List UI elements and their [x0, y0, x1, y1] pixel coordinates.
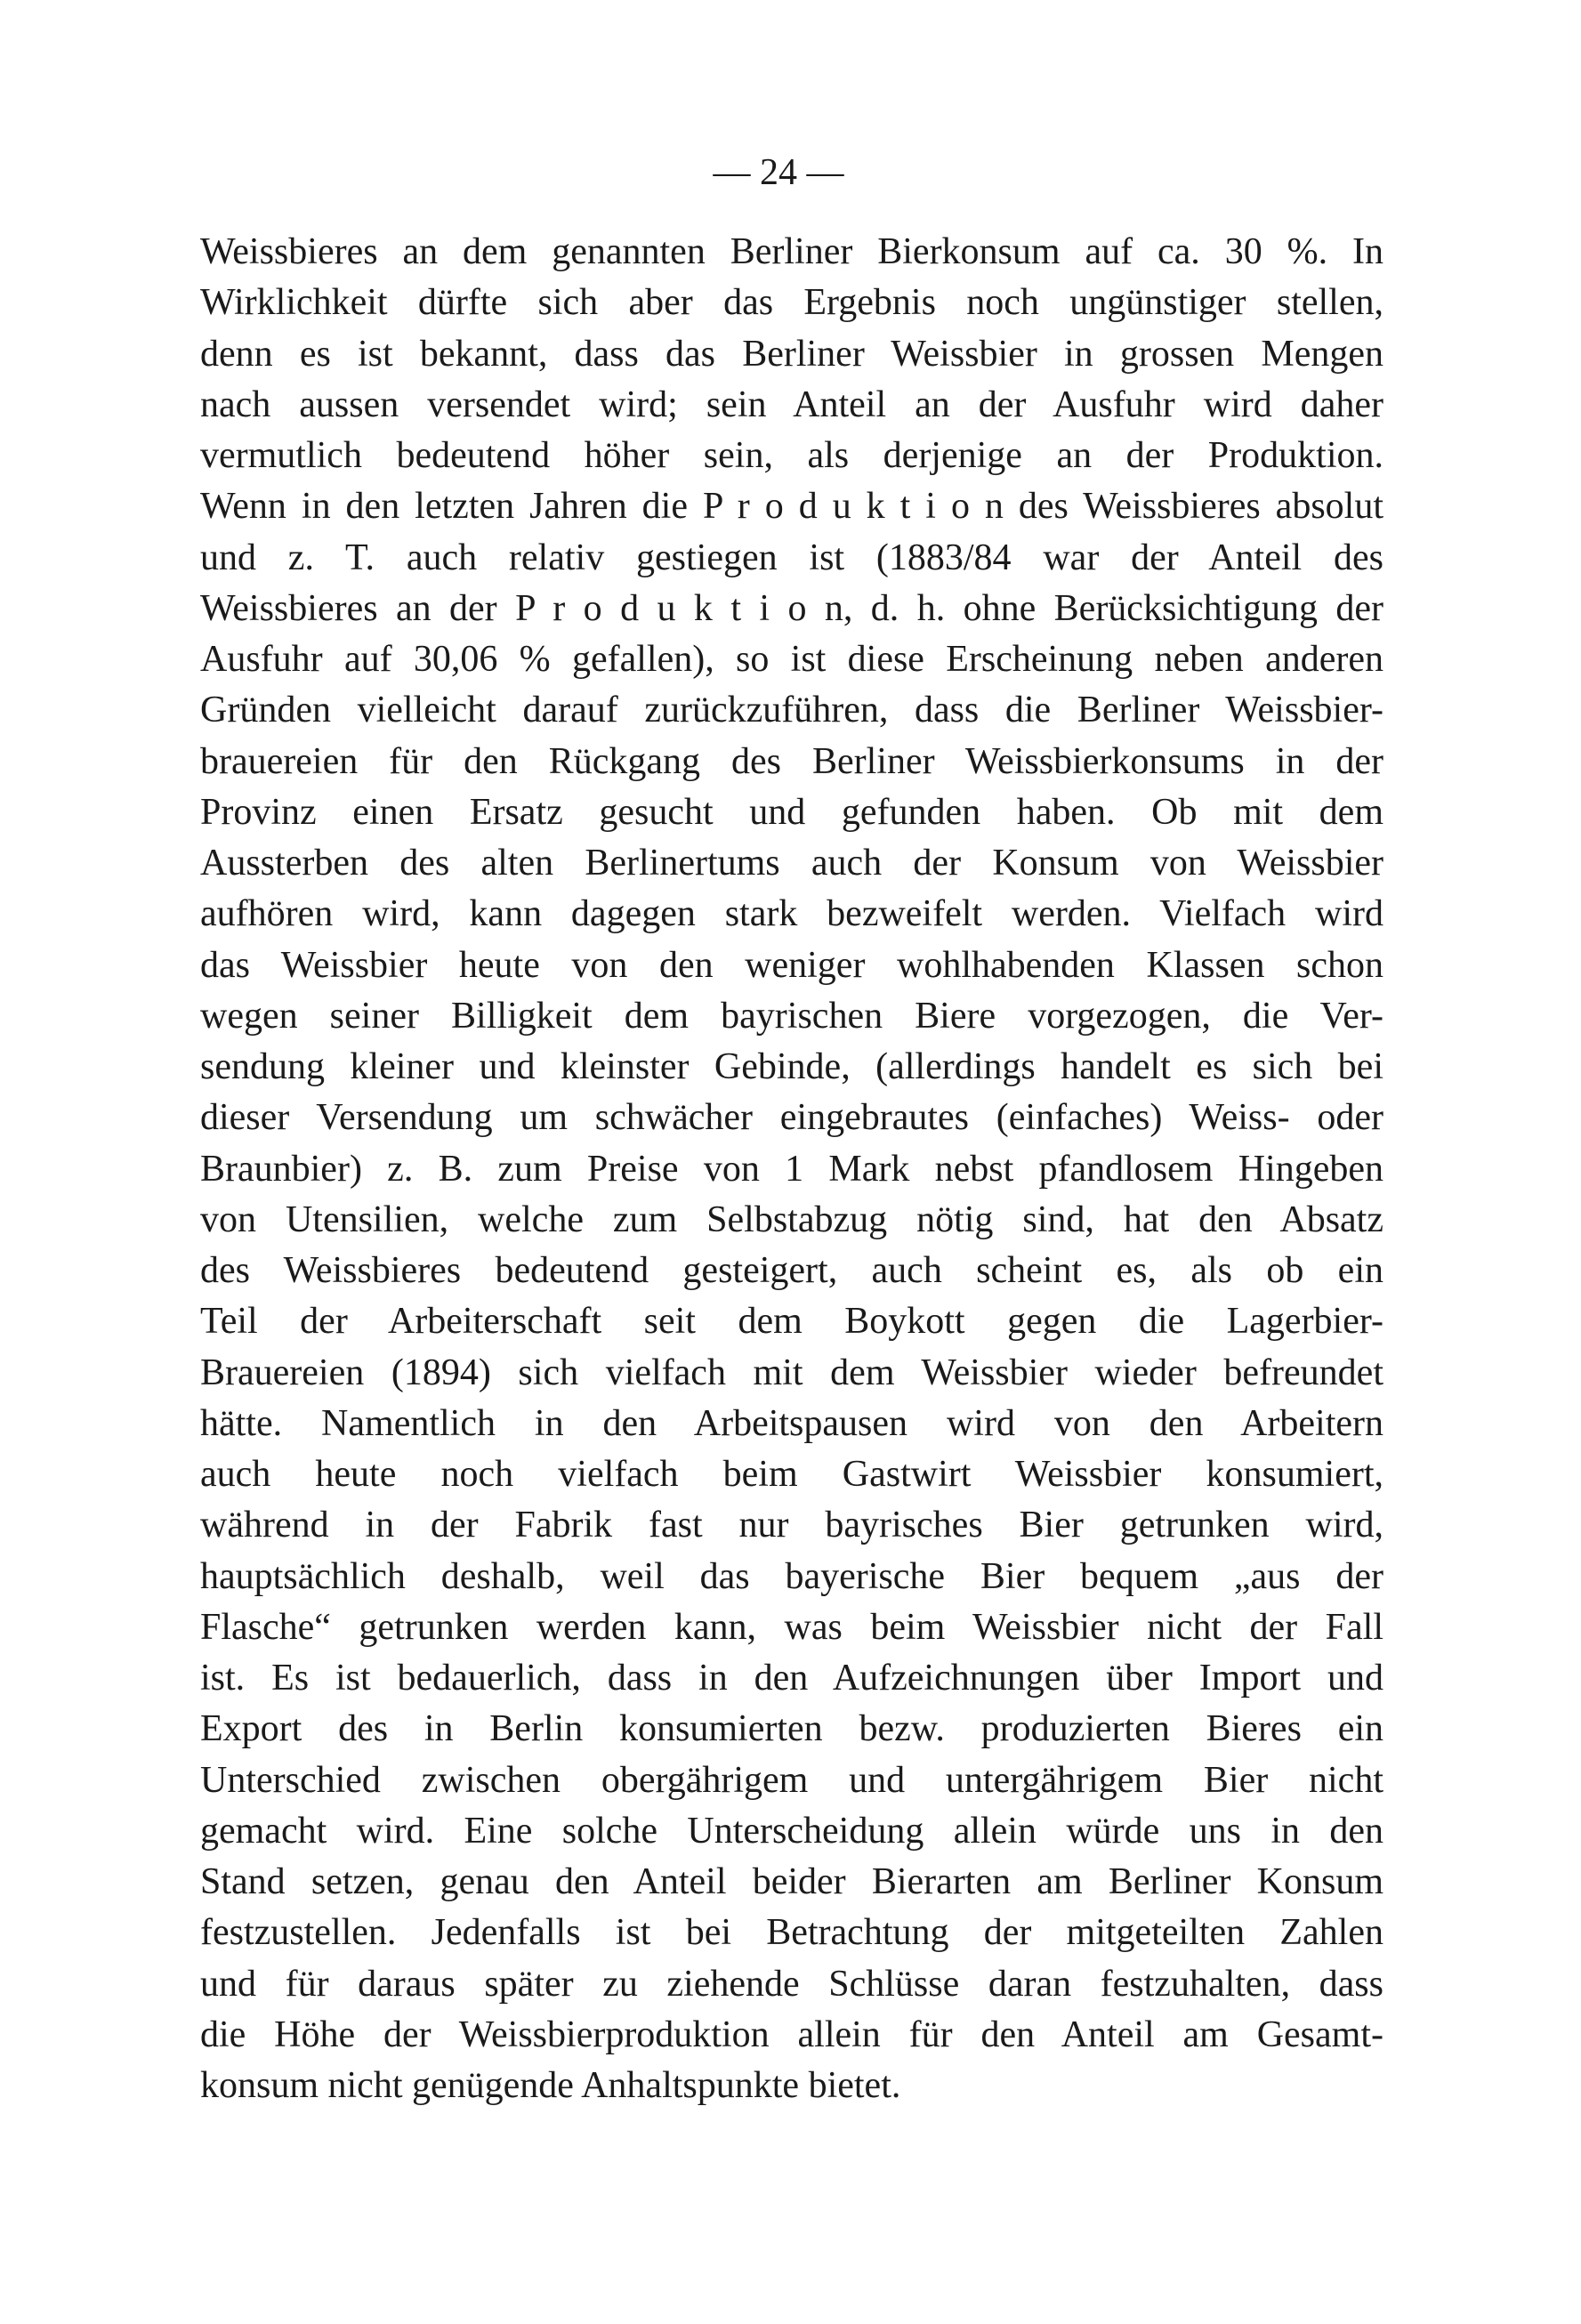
- text-line: brauereien für den Rückgang des Berliner Weissbierkonsums in der: [200, 740, 1383, 782]
- text-line: des Weissbieres bedeutend gesteigert, auch scheint es, als ob ein: [200, 1250, 1383, 1291]
- body-text: [200, 227, 1383, 2111]
- text-line: Ausfuhr auf 30,06 % gefallen), so ist diese Erscheinung neben anderen: [200, 639, 1383, 680]
- text-line: Stand setzen, genau den Anteil beider Bierarten am Berliner Konsum: [200, 1861, 1383, 1902]
- text-line: festzustellen. Jedenfalls ist bei Betrachtung der mitgeteilten Zahlen: [200, 1912, 1383, 1954]
- text-line: dieser Versendung um schwächer eingebrautes (einfaches) Weiss- oder: [200, 1097, 1383, 1139]
- text-line: Flasche“ getrunken werden kann, was beim Weissbier nicht der Fall: [200, 1606, 1383, 1648]
- text-line: Weissbieres an der P r o d u k t i o n, d. h. ohne Berücksichtigung der: [200, 587, 1383, 629]
- text-line: nach aussen versendet wird; sein Anteil an der Ausfuhr wird daher: [200, 383, 1383, 425]
- text-line: Wenn in den letzten Jahren die P r o d u k t i o n des Weissbieres absolut: [200, 486, 1383, 528]
- text-line: ist. Es ist bedauerlich, dass in den Aufzeichnungen über Import und: [200, 1658, 1383, 1699]
- text-line: von Utensilien, welche zum Selbstabzug nötig sind, hat den Absatz: [200, 1198, 1383, 1240]
- text-line: vermutlich bedeutend höher sein, als derjenige an der Produktion.: [200, 435, 1383, 476]
- text-line: Aussterben des alten Berlinertums auch der Konsum von Weissbier: [200, 843, 1383, 884]
- text-line: Wirklichkeit dürfte sich aber das Ergebnis noch ungünstiger stellen,: [200, 282, 1383, 324]
- text-line: gemacht wird. Eine solche Unterscheidung allein würde uns in den: [200, 1810, 1383, 1852]
- text-line: sendung kleiner und kleinster Gebinde, (allerdings handelt es sich bei: [200, 1046, 1383, 1087]
- text-line: Weissbieres an dem genannten Berliner Bierkonsum auf ca. 30 %. In: [200, 231, 1383, 272]
- text-line: auch heute noch vielfach beim Gastwirt Weissbier konsumiert,: [200, 1454, 1383, 1495]
- page-number: — 24 —: [713, 152, 844, 193]
- text-line: Provinz einen Ersatz gesucht und gefunden haben. Ob mit dem: [200, 791, 1383, 833]
- text-line: denn es ist bekannt, dass das Berliner Weissbier in grossen Mengen: [200, 333, 1383, 375]
- text-line: Braunbier) z. B. zum Preise von 1 Mark nebst pfandlosem Hingeben: [200, 1148, 1383, 1190]
- text-line: und für daraus später zu ziehende Schlüsse daran festzuhalten, dass: [200, 1963, 1383, 2005]
- text-line: Gründen vielleicht darauf zurückzuführen, dass die Berliner Weissbier-: [200, 690, 1383, 731]
- text-line: aufhören wird, kann dagegen stark bezweifelt werden. Vielfach wird: [200, 893, 1383, 935]
- text-line: hätte. Namentlich in den Arbeitspausen wird von den Arbeitern: [200, 1402, 1383, 1444]
- text-line: Brauereien (1894) sich vielfach mit dem Weissbier wieder befreundet: [200, 1352, 1383, 1393]
- text-line: wegen seiner Billigkeit dem bayrischen Biere vorgezogen, die Ver-: [200, 995, 1383, 1037]
- text-line: Unterschied zwischen obergährigem und untergährigem Bier nicht: [200, 1759, 1383, 1801]
- text-line: das Weissbier heute von den weniger wohlhabenden Klassen schon: [200, 944, 1383, 986]
- text-line: hauptsächlich deshalb, weil das bayerische Bier bequem „aus der: [200, 1555, 1383, 1597]
- text-line: Teil der Arbeiterschaft seit dem Boykott gegen die Lagerbier-: [200, 1301, 1383, 1343]
- text-line: Export des in Berlin konsumierten bezw. produzierten Bieres ein: [200, 1708, 1383, 1750]
- text-line: während in der Fabrik fast nur bayrisches Bier getrunken wird,: [200, 1505, 1383, 1546]
- text-line: konsum nicht genügende Anhaltspunkte bietet.: [200, 2065, 901, 2106]
- text-line: und z. T. auch relativ gestiegen ist (1883/84 war der Anteil des: [200, 537, 1383, 578]
- text-line: die Höhe der Weissbierproduktion allein für den Anteil am Gesamt-: [200, 2013, 1383, 2055]
